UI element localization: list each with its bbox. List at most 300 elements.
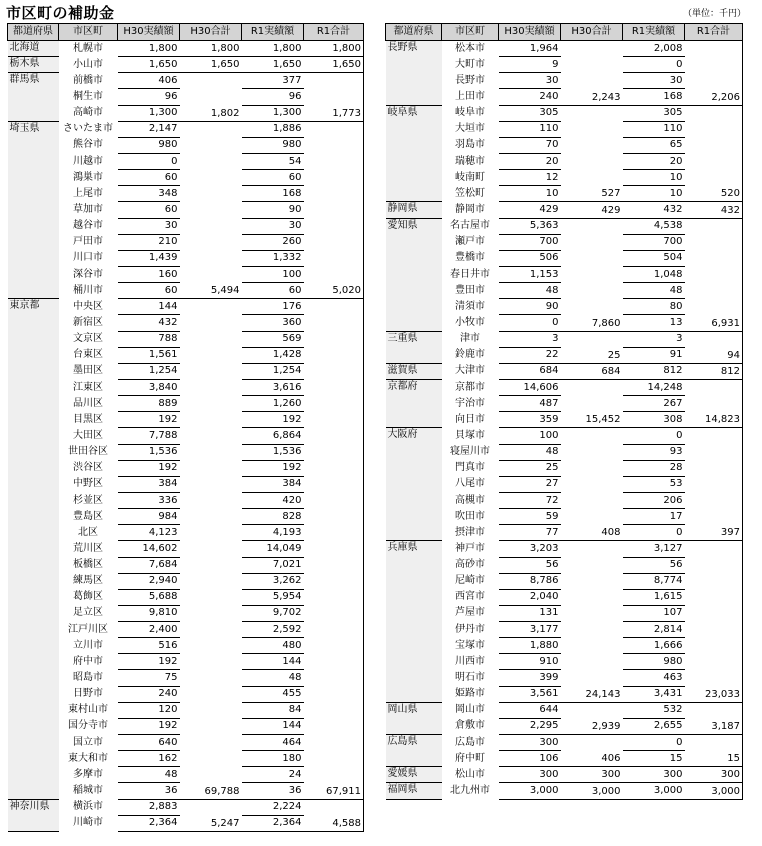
r1-total-cell [685,573,743,589]
municipality-cell: 瑞穂市 [455,155,485,167]
prefecture-cell [386,718,442,734]
r1-amount-cell: 10 [623,170,685,186]
prefecture-cell [386,137,442,153]
r1-amount-cell: 20 [623,153,685,169]
r1-amount-cell: 532 [623,702,685,718]
r1-total-cell [304,89,364,105]
h30-amount-cell: 5,363 [499,218,561,234]
municipality-cell: 川西市 [455,655,485,667]
h30-amount-cell: 27 [499,476,561,492]
municipality-cell: 上田市 [455,90,485,102]
r1-total-cell: 5,020 [304,283,364,299]
prefecture-cell [386,557,442,573]
municipality-cell: 倉敷市 [455,720,485,732]
r1-total-cell [685,396,743,412]
right-subsidy-table [385,23,743,800]
h30-total-cell [561,283,623,299]
table-row [8,476,364,492]
prefecture-cell [8,573,59,589]
municipality-cell: 向日市 [455,413,485,425]
h30-total-cell [180,670,242,686]
table-row [386,557,743,573]
prefecture-cell [8,379,59,395]
r1-amount-cell: 5,954 [242,589,304,605]
h30-total-cell [561,702,623,718]
r1-total-cell [304,137,364,153]
r1-total-cell [685,557,743,573]
table-row [386,218,743,234]
municipality-cell: 八尾市 [455,478,485,490]
municipality-cell: 貝塚市 [455,429,485,441]
r1-total-cell [304,186,364,202]
r1-amount-cell: 176 [242,299,304,315]
h30-amount-cell: 487 [499,396,561,412]
municipality-cell: 戸田市 [73,236,103,248]
municipality-cell: 渋谷区 [73,462,103,474]
h30-total-cell [180,363,242,379]
r1-amount-cell: 53 [623,476,685,492]
table-row [386,41,743,57]
table-row [386,783,743,799]
h30-amount-cell: 20 [499,153,561,169]
r1-amount-cell: 1,332 [242,250,304,266]
prefecture-cell [386,121,442,137]
r1-total-cell [304,718,364,734]
h30-amount-cell: 3,203 [499,541,561,557]
h30-amount-cell: 3,177 [499,622,561,638]
table-row [386,299,743,315]
h30-amount-cell: 336 [118,492,180,508]
prefecture-cell [8,105,59,121]
h30-amount-cell: 348 [118,186,180,202]
r1-amount-cell: 3,127 [623,541,685,557]
r1-total-cell [304,541,364,557]
municipality-cell: さいたま市 [63,123,113,135]
h30-total-cell [561,541,623,557]
table-row [8,654,364,670]
h30-total-cell [561,492,623,508]
municipality-cell: 川口市 [73,252,103,264]
table-row [8,234,364,250]
table-row [386,315,743,331]
r1-amount-cell: 980 [623,654,685,670]
h30-total-cell: 2,243 [561,89,623,105]
table-row [386,525,743,541]
r1-amount-cell: 1,650 [242,57,304,73]
h30-total-cell [180,589,242,605]
r1-total-cell [304,234,364,250]
r1-total-cell: 14,823 [685,412,743,428]
r1-total-cell: 4,588 [304,815,364,831]
prefecture-cell [8,783,59,799]
h30-amount-cell: 1,880 [499,638,561,654]
table-row [8,767,364,783]
municipality-cell: 東大和市 [68,752,108,764]
h30-amount-cell: 1,254 [118,363,180,379]
prefecture-cell [8,557,59,573]
municipality-cell: 広島市 [455,736,485,748]
r1-amount-cell: 8,774 [623,573,685,589]
r1-amount-cell: 14,248 [623,379,685,395]
municipality-cell: 草加市 [73,203,103,215]
h30-total-cell: 7,860 [561,315,623,331]
h30-total-cell [561,509,623,525]
header-row [8,24,364,41]
table-row [8,299,364,315]
table-row [8,250,364,266]
h30-total-cell: 406 [561,751,623,767]
r1-amount-cell: 80 [623,299,685,315]
h30-total-cell [561,153,623,169]
h30-total-cell: 300 [561,767,623,783]
h30-total-cell: 1,650 [180,57,242,73]
h30-total-cell [180,331,242,347]
table-row [386,735,743,751]
r1-amount-cell: 28 [623,460,685,476]
municipality-cell: 長野市 [455,74,485,86]
municipality-cell: 熊谷市 [73,139,103,151]
r1-amount-cell: 1,428 [242,347,304,363]
h30-total-cell: 3,000 [561,783,623,799]
header-prefecture: 都道府県 [8,24,59,41]
h30-amount-cell: 25 [499,460,561,476]
r1-amount-cell: 3,000 [623,783,685,799]
r1-total-cell: 432 [685,202,743,218]
r1-amount-cell: 54 [242,153,304,169]
h30-total-cell [561,105,623,121]
prefecture-cell [8,686,59,702]
h30-amount-cell: 30 [499,73,561,89]
r1-amount-cell: 48 [242,670,304,686]
table-row [8,557,364,573]
table-row [8,525,364,541]
h30-total-cell [180,170,242,186]
table-row [8,492,364,508]
h30-total-cell [180,622,242,638]
r1-total-cell [685,670,743,686]
prefecture-cell [386,73,442,89]
municipality-cell: 府中市 [73,655,103,667]
municipality-cell: 寝屋川市 [450,446,490,458]
table-row [386,250,743,266]
municipality-cell: 吹田市 [455,510,485,522]
prefecture-cell [8,460,59,476]
h30-total-cell [180,492,242,508]
h30-total-cell [180,266,242,282]
r1-amount-cell: 2,224 [242,799,304,815]
r1-total-cell [685,299,743,315]
r1-amount-cell: 13 [623,315,685,331]
r1-total-cell [685,509,743,525]
r1-total-cell: 94 [685,347,743,363]
prefecture-cell [8,815,59,831]
r1-total-cell [304,299,364,315]
municipality-cell: 西宮市 [455,591,485,603]
prefecture-cell [8,250,59,266]
table-row [8,444,364,460]
r1-amount-cell: 463 [623,670,685,686]
r1-amount-cell: 377 [242,73,304,89]
table-row [386,638,743,654]
municipality-cell: 稲城市 [73,785,103,797]
h30-amount-cell: 48 [118,767,180,783]
r1-total-cell [685,234,743,250]
municipality-cell: 瀬戸市 [455,236,485,248]
r1-amount-cell: 384 [242,476,304,492]
h30-amount-cell: 240 [118,686,180,702]
municipality-cell: 前橋市 [73,74,103,86]
h30-amount-cell: 60 [118,170,180,186]
r1-total-cell [304,460,364,476]
h30-total-cell: 5,494 [180,283,242,299]
h30-total-cell [180,234,242,250]
h30-total-cell: 2,939 [561,718,623,734]
r1-amount-cell: 36 [242,783,304,799]
h30-amount-cell: 2,364 [118,815,180,831]
municipality-cell: 清須市 [455,300,485,312]
r1-total-cell [304,218,364,234]
prefecture-cell [386,396,442,412]
r1-total-cell [685,622,743,638]
header-r1-total: R1合計 [685,24,743,41]
prefecture-cell [8,638,59,654]
left-subsidy-table [7,23,364,832]
r1-amount-cell: 144 [242,718,304,734]
table-row [8,218,364,234]
h30-total-cell [561,266,623,282]
r1-amount-cell: 90 [242,202,304,218]
municipality-cell: 尼崎市 [455,575,485,587]
h30-amount-cell: 1,536 [118,444,180,460]
h30-amount-cell: 59 [499,509,561,525]
prefecture-cell [8,153,59,169]
h30-amount-cell: 90 [499,299,561,315]
header-h30-amount: H30実績額 [499,24,561,41]
h30-total-cell [180,460,242,476]
r1-total-cell [685,444,743,460]
prefecture-cell [8,476,59,492]
r1-amount-cell: 15 [623,751,685,767]
h30-total-cell [180,121,242,137]
r1-amount-cell: 96 [242,89,304,105]
prefecture-cell: 愛媛県 [386,767,442,783]
h30-amount-cell: 5,688 [118,589,180,605]
r1-total-cell [685,654,743,670]
r1-total-cell [685,121,743,137]
h30-amount-cell: 384 [118,476,180,492]
r1-total-cell [685,638,743,654]
r1-amount-cell: 9,702 [242,605,304,621]
table-row [386,234,743,250]
r1-total-cell [685,57,743,73]
table-row [8,89,364,105]
h30-total-cell [561,331,623,347]
r1-amount-cell: 1,886 [242,121,304,137]
municipality-cell: 川崎市 [73,817,103,829]
r1-amount-cell: 2,008 [623,41,685,57]
municipality-cell: 神戸市 [455,542,485,554]
municipality-cell: 中央区 [73,300,103,312]
r1-total-cell [304,412,364,428]
h30-amount-cell: 12 [499,170,561,186]
table-row [386,670,743,686]
h30-amount-cell: 1,650 [118,57,180,73]
prefecture-cell [386,347,442,363]
r1-amount-cell: 1,260 [242,396,304,412]
h30-amount-cell: 2,147 [118,121,180,137]
h30-total-cell [180,73,242,89]
prefecture-cell: 埼玉県 [8,121,59,137]
h30-amount-cell: 75 [118,670,180,686]
h30-amount-cell: 144 [118,299,180,315]
municipality-cell: 小牧市 [455,316,485,328]
prefecture-cell [386,686,442,702]
prefecture-cell [8,331,59,347]
h30-amount-cell: 131 [499,605,561,621]
r1-amount-cell: 10 [623,186,685,202]
municipality-cell: 東村山市 [68,704,108,716]
h30-total-cell: 15,452 [561,412,623,428]
r1-amount-cell: 30 [623,73,685,89]
h30-total-cell [180,509,242,525]
r1-total-cell [685,460,743,476]
h30-total-cell [561,379,623,395]
municipality-cell: 足立区 [73,607,103,619]
prefecture-cell [8,412,59,428]
table-row [8,315,364,331]
r1-total-cell [685,250,743,266]
r1-total-cell [304,573,364,589]
prefecture-cell [386,476,442,492]
municipality-cell: 川越市 [73,155,103,167]
table-row [8,589,364,605]
municipality-cell: 松本市 [455,42,485,54]
r1-amount-cell: 2,364 [242,815,304,831]
prefecture-cell [386,460,442,476]
h30-total-cell [561,557,623,573]
h30-amount-cell: 9 [499,57,561,73]
r1-amount-cell: 3 [623,331,685,347]
h30-total-cell [561,170,623,186]
table-row [8,379,364,395]
h30-total-cell [561,137,623,153]
h30-total-cell: 1,800 [180,41,242,57]
municipality-cell: 鈴鹿市 [455,349,485,361]
municipality-cell: 姫路市 [455,688,485,700]
municipality-cell: 岐阜市 [455,107,485,119]
r1-total-cell [304,444,364,460]
r1-amount-cell: 267 [623,396,685,412]
table-row [8,186,364,202]
r1-total-cell [304,509,364,525]
municipality-cell: 目黒区 [73,413,103,425]
r1-amount-cell: 14,049 [242,541,304,557]
prefecture-cell [386,283,442,299]
h30-amount-cell: 3,561 [499,686,561,702]
h30-total-cell [180,686,242,702]
table-row [386,476,743,492]
h30-amount-cell: 7,684 [118,557,180,573]
h30-amount-cell: 429 [499,202,561,218]
r1-amount-cell: 980 [242,137,304,153]
h30-amount-cell: 22 [499,347,561,363]
r1-total-cell [304,622,364,638]
h30-amount-cell: 300 [499,735,561,751]
municipality-cell: 府中町 [455,752,485,764]
municipality-cell: 日野市 [73,688,103,700]
r1-amount-cell: 569 [242,331,304,347]
r1-total-cell [304,315,364,331]
table-row [386,186,743,202]
h30-total-cell [180,218,242,234]
r1-total-cell: 300 [685,767,743,783]
table-row [386,57,743,73]
municipality-cell: 桐生市 [73,90,103,102]
h30-amount-cell: 1,300 [118,105,180,121]
prefecture-cell: 広島県 [386,735,442,751]
prefecture-cell: 三重県 [386,331,442,347]
r1-amount-cell: 192 [242,412,304,428]
r1-total-cell [685,702,743,718]
r1-total-cell [304,638,364,654]
h30-total-cell [561,73,623,89]
prefecture-cell [386,186,442,202]
municipality-cell: 笠松町 [455,187,485,199]
h30-amount-cell: 72 [499,492,561,508]
r1-total-cell [304,428,364,444]
prefecture-cell [8,315,59,331]
table-row [8,605,364,621]
r1-total-cell: 1,773 [304,105,364,121]
table-row [386,363,743,379]
table-row [386,153,743,169]
prefecture-cell: 神奈川県 [8,799,59,815]
table-row [386,541,743,557]
r1-total-cell [685,589,743,605]
prefecture-cell: 岐阜県 [386,105,442,121]
r1-amount-cell: 0 [623,735,685,751]
table-row [386,396,743,412]
r1-amount-cell: 93 [623,444,685,460]
h30-amount-cell: 2,883 [118,799,180,815]
h30-total-cell [561,460,623,476]
prefecture-cell [386,250,442,266]
h30-amount-cell: 640 [118,735,180,751]
municipality-cell: 松山市 [455,768,485,780]
prefecture-cell [386,153,442,169]
table-row [8,266,364,282]
r1-total-cell [685,492,743,508]
h30-total-cell [180,638,242,654]
r1-total-cell [304,735,364,751]
prefecture-cell [8,589,59,605]
r1-total-cell [304,347,364,363]
r1-total-cell [304,670,364,686]
municipality-cell: 高崎市 [73,107,103,119]
prefecture-cell [8,170,59,186]
h30-total-cell [561,589,623,605]
table-row [8,638,364,654]
r1-amount-cell: 455 [242,686,304,702]
r1-total-cell [304,250,364,266]
prefecture-cell [8,363,59,379]
prefecture-cell [386,638,442,654]
r1-amount-cell: 206 [623,492,685,508]
prefecture-cell [8,89,59,105]
municipality-cell: 静岡市 [455,203,485,215]
r1-amount-cell: 2,655 [623,718,685,734]
r1-total-cell [685,331,743,347]
